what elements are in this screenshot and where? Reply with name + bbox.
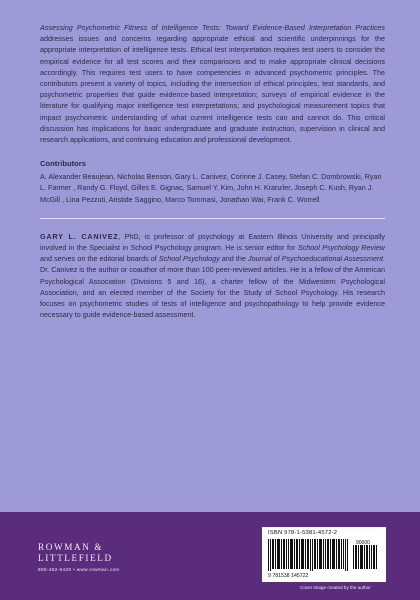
- author-bio: [40, 231, 385, 321]
- isbn-label: ISBN 978-1-5381-4572-2: [268, 530, 338, 536]
- publisher-contact: 800-462-6420 • www.rowman.com: [38, 567, 120, 572]
- bio-text-3: and the: [219, 254, 248, 264]
- bio-journal-1: School Psychology Review: [297, 243, 386, 253]
- barcode-panel: [262, 527, 386, 582]
- bio-text-2: and serves on the editorial boards of: [40, 254, 159, 264]
- publisher-name-line1: ROWMAN &: [38, 542, 104, 552]
- publisher-logo: [38, 542, 120, 572]
- bio-journal-3: Journal of Psychoeducational Assessment: [247, 254, 384, 264]
- price-code-label: 90000: [356, 540, 370, 546]
- description-text: addresses issues and concerns regarding appropriate ethical and scientific underpinnings for the appropriate interpretation of intelligence tests. Ethical test interpretation requires test users to consider the empirical evidence for all test scores and their comparisons and to make appropriate clinical decisions accordingly. This requires test users to have competencies in advanced psychometric principles. The contributors present a variety of topics, including the intersection of ethical principles, test standards, and psychometric properties that guide evidence-based interpretation; surveys of empirical evidence in the literature for qualifying major intelligence test interpretations; and psychological measurement topics that impact psychometric understanding of what current intelligence tests can and cannot do. This critical discussion has implications for basic undergraduate and graduate instruction, supervision in clinical and research applications, and continuing education and professional development.: [40, 34, 385, 145]
- footer-band: [0, 512, 420, 600]
- bio-journal-2: School Psychology: [158, 254, 220, 264]
- contributors-list: A. Alexander Beaujean, Nicholas Benson, Gary L. Canivez, Corinne J. Casey, Stefan C. Dombrowski, Ryan L. Farmer , Randy G. Floyd, Gilles E. Gignac, Samuel Y. Kim, John H. Kranzler, Joseph C. Kush, Ryan J. McGill , Lina Pezzuti, Aristide Saggino, Marco Tommasi, Jonathan Wai, Frank C. Worrell: [40, 172, 382, 204]
- barcode-digits: 9 781538 145722: [268, 573, 309, 579]
- bio-text-1: , PhD, is professor of psychology at Eastern Illinois University and principally involved in the Specialist in School Psychology program. He is senior editor for: [40, 231, 385, 253]
- publisher-name-line2: LITTLEFIELD: [38, 553, 113, 563]
- back-cover-content: [40, 22, 385, 320]
- book-title-italic: Assessing Psychometric Fitness of Intelligence Tests: Toward Evidence-Based Interpretation Practices: [40, 23, 385, 32]
- cover-credit: Cover image created by the author: [300, 585, 371, 590]
- bio-text-4: . Dr. Canivez is the author or coauthor of more than 100 peer-reviewed articles. He is a fellow of the American Psychological Association (Divisions 5 and 16), a charter fellow of the Midwestern Psychological Association, and an elected member of the Society for the Study of School Psychology. His research focuses on psychometric studies of tests of intelligence and psychopathology to help provide evidence necessary to guide evidence-based assessment.: [40, 254, 386, 320]
- barcode-icon: [268, 539, 380, 579]
- author-name: GARY L. CANIVEZ: [40, 231, 119, 241]
- section-divider: [40, 218, 385, 219]
- book-description: [40, 22, 385, 145]
- contributors-heading: Contributors: [40, 159, 86, 169]
